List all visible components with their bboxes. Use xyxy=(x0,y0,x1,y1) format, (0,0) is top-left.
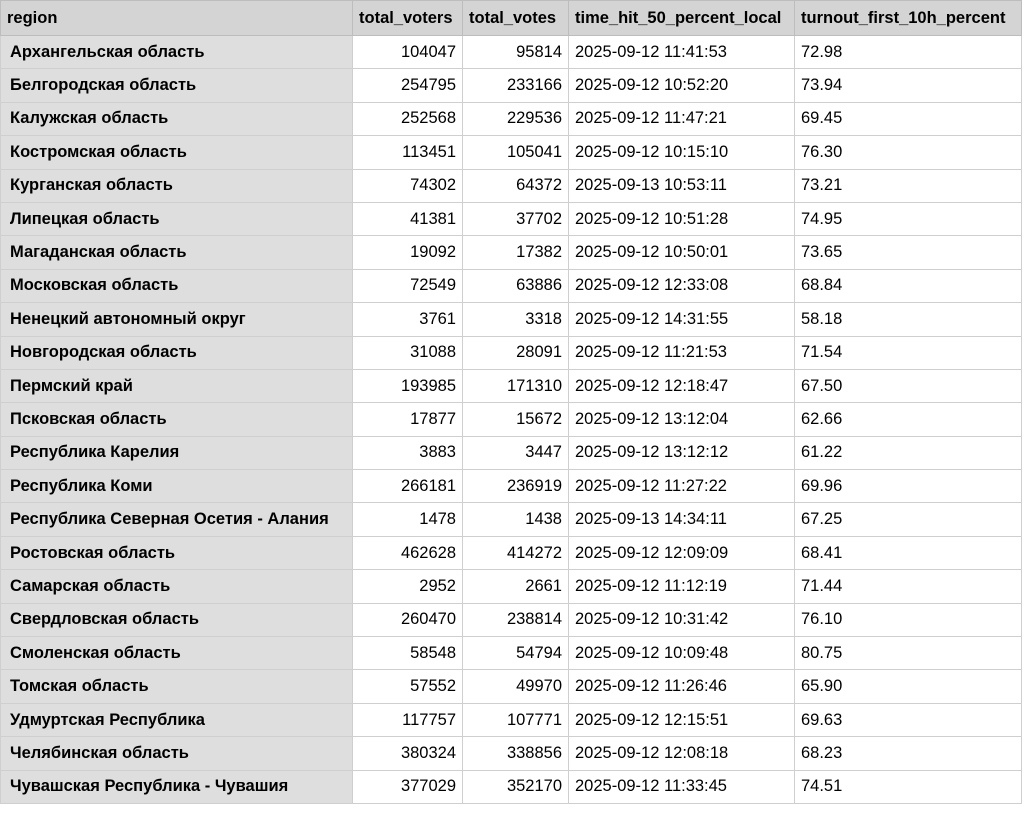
cell-time-hit-50-percent[interactable]: 2025-09-12 11:21:53 xyxy=(569,336,795,369)
cell-time-hit-50-percent[interactable]: 2025-09-12 13:12:12 xyxy=(569,436,795,469)
cell-total-voters[interactable]: 380324 xyxy=(353,737,463,770)
cell-time-hit-50-percent[interactable]: 2025-09-12 10:09:48 xyxy=(569,637,795,670)
cell-turnout-first-10h[interactable]: 73.65 xyxy=(795,236,1022,269)
cell-region[interactable]: Пермский край xyxy=(1,369,353,402)
cell-region[interactable]: Калужская область xyxy=(1,102,353,135)
cell-turnout-first-10h[interactable]: 73.21 xyxy=(795,169,1022,202)
cell-total-voters[interactable]: 3761 xyxy=(353,303,463,336)
cell-total-voters[interactable]: 266181 xyxy=(353,470,463,503)
cell-total-voters[interactable]: 19092 xyxy=(353,236,463,269)
cell-region[interactable]: Ростовская область xyxy=(1,536,353,569)
cell-time-hit-50-percent[interactable]: 2025-09-12 11:12:19 xyxy=(569,570,795,603)
cell-total-voters[interactable]: 3883 xyxy=(353,436,463,469)
cell-region[interactable]: Ненецкий автономный округ xyxy=(1,303,353,336)
cell-turnout-first-10h[interactable]: 76.30 xyxy=(795,136,1022,169)
cell-total-votes[interactable]: 236919 xyxy=(463,470,569,503)
table-row[interactable] xyxy=(1,436,1022,469)
table-row[interactable] xyxy=(1,403,1022,436)
cell-total-votes[interactable]: 233166 xyxy=(463,69,569,102)
cell-total-voters[interactable]: 1478 xyxy=(353,503,463,536)
cell-turnout-first-10h[interactable]: 58.18 xyxy=(795,303,1022,336)
header-region[interactable]: region xyxy=(1,1,353,36)
cell-turnout-first-10h[interactable]: 71.44 xyxy=(795,570,1022,603)
cell-time-hit-50-percent[interactable]: 2025-09-12 11:47:21 xyxy=(569,102,795,135)
cell-total-votes[interactable]: 15672 xyxy=(463,403,569,436)
header-turnout-first-10h[interactable]: turnout_first_10h_percent xyxy=(795,1,1022,36)
cell-time-hit-50-percent[interactable]: 2025-09-13 10:53:11 xyxy=(569,169,795,202)
table-header xyxy=(1,1,1022,36)
table-row[interactable] xyxy=(1,269,1022,302)
cell-turnout-first-10h[interactable]: 72.98 xyxy=(795,36,1022,69)
table-row[interactable] xyxy=(1,737,1022,770)
cell-total-voters[interactable]: 104047 xyxy=(353,36,463,69)
cell-total-votes[interactable]: 238814 xyxy=(463,603,569,636)
cell-time-hit-50-percent[interactable]: 2025-09-12 12:08:18 xyxy=(569,737,795,770)
cell-total-votes[interactable]: 17382 xyxy=(463,236,569,269)
cell-turnout-first-10h[interactable]: 73.94 xyxy=(795,69,1022,102)
table-row[interactable] xyxy=(1,169,1022,202)
cell-total-voters[interactable]: 72549 xyxy=(353,269,463,302)
cell-turnout-first-10h[interactable]: 67.25 xyxy=(795,503,1022,536)
cell-total-voters[interactable]: 17877 xyxy=(353,403,463,436)
cell-turnout-first-10h[interactable]: 74.51 xyxy=(795,770,1022,803)
cell-region[interactable]: Новгородская область xyxy=(1,336,353,369)
cell-region[interactable]: Белгородская область xyxy=(1,69,353,102)
cell-total-votes[interactable]: 338856 xyxy=(463,737,569,770)
cell-region[interactable]: Республика Северная Осетия - Алания xyxy=(1,503,353,536)
table-row[interactable] xyxy=(1,536,1022,569)
cell-total-voters[interactable]: 254795 xyxy=(353,69,463,102)
cell-total-votes[interactable]: 3318 xyxy=(463,303,569,336)
cell-turnout-first-10h[interactable]: 71.54 xyxy=(795,336,1022,369)
cell-turnout-first-10h[interactable]: 65.90 xyxy=(795,670,1022,703)
cell-turnout-first-10h[interactable]: 67.50 xyxy=(795,369,1022,402)
table-row[interactable] xyxy=(1,69,1022,102)
cell-region[interactable]: Костромская область xyxy=(1,136,353,169)
cell-turnout-first-10h[interactable]: 69.63 xyxy=(795,703,1022,736)
table-row[interactable] xyxy=(1,136,1022,169)
cell-total-voters[interactable]: 41381 xyxy=(353,202,463,235)
cell-total-votes[interactable]: 414272 xyxy=(463,536,569,569)
cell-total-votes[interactable]: 37702 xyxy=(463,202,569,235)
table-row[interactable] xyxy=(1,770,1022,803)
cell-time-hit-50-percent[interactable]: 2025-09-13 14:34:11 xyxy=(569,503,795,536)
table-row[interactable] xyxy=(1,36,1022,69)
cell-total-votes[interactable]: 28091 xyxy=(463,336,569,369)
table-row[interactable] xyxy=(1,603,1022,636)
header-time-hit-50-percent[interactable]: time_hit_50_percent_local xyxy=(569,1,795,36)
cell-time-hit-50-percent[interactable]: 2025-09-12 12:09:09 xyxy=(569,536,795,569)
cell-total-votes[interactable]: 105041 xyxy=(463,136,569,169)
cell-total-votes[interactable]: 2661 xyxy=(463,570,569,603)
cell-time-hit-50-percent[interactable]: 2025-09-12 10:52:20 xyxy=(569,69,795,102)
table-row[interactable] xyxy=(1,637,1022,670)
cell-total-voters[interactable]: 31088 xyxy=(353,336,463,369)
cell-total-voters[interactable]: 377029 xyxy=(353,770,463,803)
table-row[interactable] xyxy=(1,570,1022,603)
cell-time-hit-50-percent[interactable]: 2025-09-12 11:33:45 xyxy=(569,770,795,803)
table-row[interactable] xyxy=(1,670,1022,703)
header-total-voters[interactable]: total_voters xyxy=(353,1,463,36)
cell-total-votes[interactable]: 54794 xyxy=(463,637,569,670)
cell-time-hit-50-percent[interactable]: 2025-09-12 14:31:55 xyxy=(569,303,795,336)
table-row[interactable] xyxy=(1,303,1022,336)
cell-region[interactable]: Чувашская Республика - Чувашия xyxy=(1,770,353,803)
cell-total-voters[interactable]: 74302 xyxy=(353,169,463,202)
cell-total-voters[interactable]: 117757 xyxy=(353,703,463,736)
cell-time-hit-50-percent[interactable]: 2025-09-12 12:18:47 xyxy=(569,369,795,402)
cell-region[interactable]: Свердловская область xyxy=(1,603,353,636)
cell-total-voters[interactable]: 260470 xyxy=(353,603,463,636)
cell-time-hit-50-percent[interactable]: 2025-09-12 12:33:08 xyxy=(569,269,795,302)
cell-turnout-first-10h[interactable]: 68.23 xyxy=(795,737,1022,770)
cell-region[interactable]: Республика Коми xyxy=(1,470,353,503)
table-row[interactable] xyxy=(1,703,1022,736)
cell-time-hit-50-percent[interactable]: 2025-09-12 11:26:46 xyxy=(569,670,795,703)
header-total-votes[interactable]: total_votes xyxy=(463,1,569,36)
cell-region[interactable]: Республика Карелия xyxy=(1,436,353,469)
cell-total-votes[interactable]: 171310 xyxy=(463,369,569,402)
cell-region[interactable]: Курганская область xyxy=(1,169,353,202)
header-row xyxy=(1,1,1022,36)
cell-time-hit-50-percent[interactable]: 2025-09-12 10:51:28 xyxy=(569,202,795,235)
cell-time-hit-50-percent[interactable]: 2025-09-12 10:15:10 xyxy=(569,136,795,169)
cell-region[interactable]: Псковская область xyxy=(1,403,353,436)
cell-time-hit-50-percent[interactable]: 2025-09-12 11:41:53 xyxy=(569,36,795,69)
cell-total-voters[interactable]: 2952 xyxy=(353,570,463,603)
table-row[interactable] xyxy=(1,336,1022,369)
cell-total-votes[interactable]: 229536 xyxy=(463,102,569,135)
table-row[interactable] xyxy=(1,503,1022,536)
table-row[interactable] xyxy=(1,102,1022,135)
cell-time-hit-50-percent[interactable]: 2025-09-12 10:50:01 xyxy=(569,236,795,269)
cell-total-votes[interactable]: 49970 xyxy=(463,670,569,703)
table-row[interactable] xyxy=(1,470,1022,503)
table-row[interactable] xyxy=(1,236,1022,269)
cell-total-votes[interactable]: 3447 xyxy=(463,436,569,469)
cell-turnout-first-10h[interactable]: 74.95 xyxy=(795,202,1022,235)
cell-turnout-first-10h[interactable]: 69.96 xyxy=(795,470,1022,503)
cell-region[interactable]: Самарская область xyxy=(1,570,353,603)
cell-region[interactable]: Липецкая область xyxy=(1,202,353,235)
cell-region[interactable]: Удмуртская Республика xyxy=(1,703,353,736)
cell-total-votes[interactable]: 352170 xyxy=(463,770,569,803)
cell-region[interactable]: Челябинская область xyxy=(1,737,353,770)
table-row[interactable] xyxy=(1,369,1022,402)
cell-total-votes[interactable]: 95814 xyxy=(463,36,569,69)
cell-time-hit-50-percent[interactable]: 2025-09-12 13:12:04 xyxy=(569,403,795,436)
cell-total-votes[interactable]: 64372 xyxy=(463,169,569,202)
cell-turnout-first-10h[interactable]: 76.10 xyxy=(795,603,1022,636)
cell-total-voters[interactable]: 58548 xyxy=(353,637,463,670)
cell-total-voters[interactable]: 113451 xyxy=(353,136,463,169)
cell-total-votes[interactable]: 1438 xyxy=(463,503,569,536)
cell-turnout-first-10h[interactable]: 68.41 xyxy=(795,536,1022,569)
cell-turnout-first-10h[interactable]: 61.22 xyxy=(795,436,1022,469)
cell-region[interactable]: Смоленская область xyxy=(1,637,353,670)
cell-region[interactable]: Московская область xyxy=(1,269,353,302)
cell-turnout-first-10h[interactable]: 68.84 xyxy=(795,269,1022,302)
cell-total-voters[interactable]: 193985 xyxy=(353,369,463,402)
cell-total-voters[interactable]: 57552 xyxy=(353,670,463,703)
table-row[interactable] xyxy=(1,202,1022,235)
cell-total-voters[interactable]: 462628 xyxy=(353,536,463,569)
cell-region[interactable]: Томская область xyxy=(1,670,353,703)
cell-time-hit-50-percent[interactable]: 2025-09-12 12:15:51 xyxy=(569,703,795,736)
cell-turnout-first-10h[interactable]: 80.75 xyxy=(795,637,1022,670)
cell-time-hit-50-percent[interactable]: 2025-09-12 10:31:42 xyxy=(569,603,795,636)
cell-total-votes[interactable]: 107771 xyxy=(463,703,569,736)
cell-region[interactable]: Магаданская область xyxy=(1,236,353,269)
cell-turnout-first-10h[interactable]: 69.45 xyxy=(795,102,1022,135)
cell-turnout-first-10h[interactable]: 62.66 xyxy=(795,403,1022,436)
cell-total-votes[interactable]: 63886 xyxy=(463,269,569,302)
cell-total-voters[interactable]: 252568 xyxy=(353,102,463,135)
table-body xyxy=(1,36,1022,804)
cell-time-hit-50-percent[interactable]: 2025-09-12 11:27:22 xyxy=(569,470,795,503)
cell-region[interactable]: Архангельская область xyxy=(1,36,353,69)
